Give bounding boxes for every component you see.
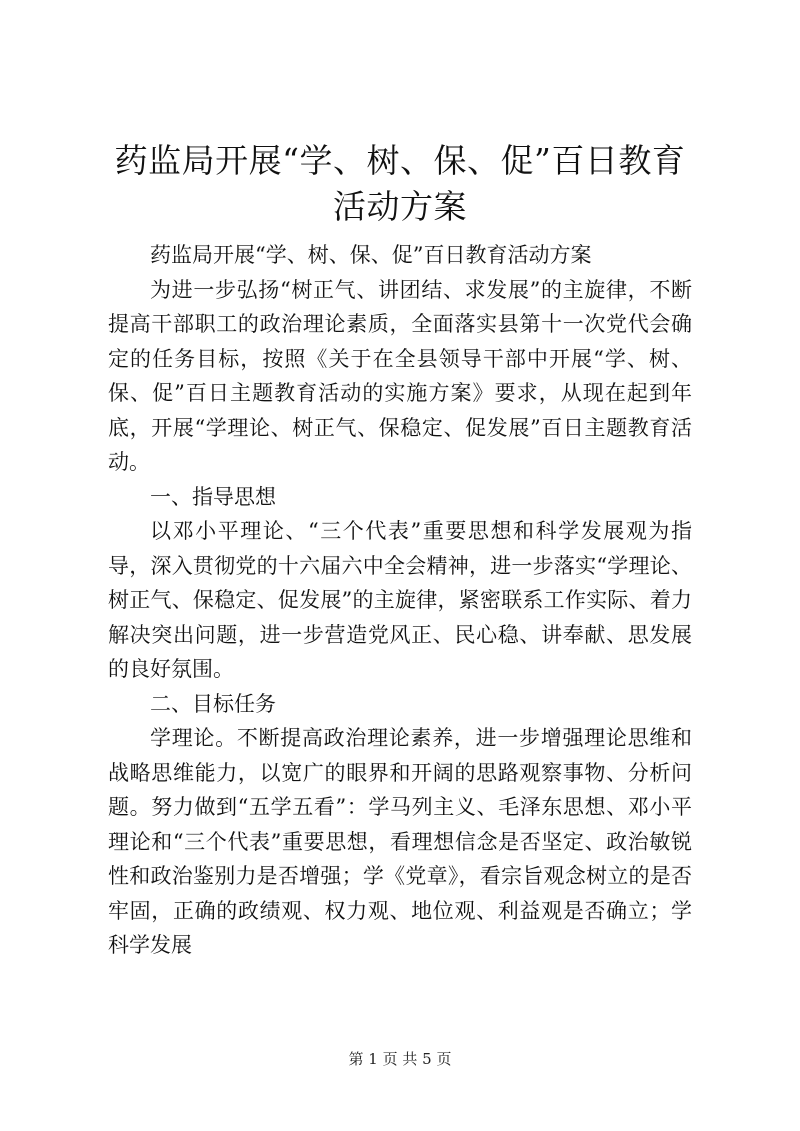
- document-page: [108, 138, 692, 963]
- intro-heading: 药监局开展“学、树、保、促”百日教育活动方案: [150, 243, 592, 267]
- guiding-thought-paragraph: 以邓小平理论、“三个代表”重要思想和科学发展观为指导，深入贯彻党的十六届六中全会精神，进一步落实“学理论、树正气、保稳定、促发展”的主旋律，紧密联系工作实际、着力解决突出问题，进一步营造党风正、民心稳、讲奉献、思发展的良好氛围。: [108, 519, 692, 681]
- section-heading-guiding-thought: 一、指导思想: [150, 484, 276, 509]
- section-heading-goals: 二、目标任务: [150, 691, 276, 716]
- page-number: 第 1 页 共 5 页: [348, 1050, 452, 1068]
- intro-paragraph: 为进一步弘扬“树正气、讲团结、求发展”的主旋律，不断提高干部职工的政治理论素质，全面落实县第十一次党代会确定的任务目标，按照《关于在全县领导干部中开展“学、树、保、促”百日主题教育活动的实施方案》要求，从现在起到年底，开展“学理论、树正气、保稳定、促发展”百日主题教育活动。: [108, 277, 692, 474]
- goals-paragraph: 学理论。不断提高政治理论素养，进一步增强理论思维和战略思维能力，以宽广的眼界和开阔的思路观察事物、分析问题。努力做到“五学五看”：学马列主义、毛泽东思想、邓小平理论和“三个代表”重要思想，看理想信念是否坚定、政治敏锐性和政治鉴别力是否增强；学《党章》，看宗旨观念树立的是否牢固，正确的政绩观、权力观、地位观、利益观是否确立；学科学发展: [108, 726, 692, 957]
- document-title: 药监局开展“学、树、保、促”百日教育活动方案: [114, 141, 686, 226]
- page-footer: [0, 1048, 800, 1069]
